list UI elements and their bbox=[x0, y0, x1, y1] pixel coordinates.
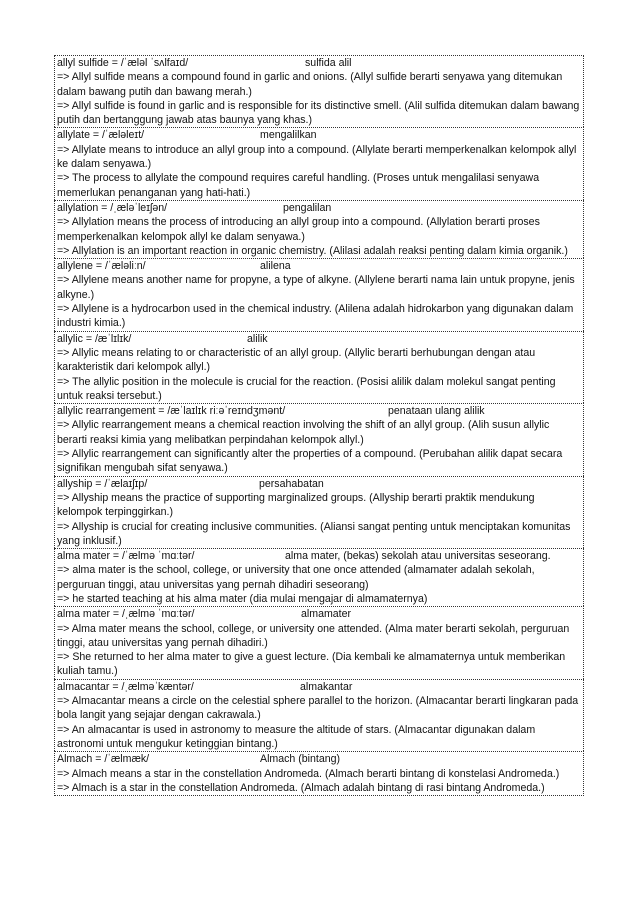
headword: allylation = /ˌæləˈleɪʃən/ bbox=[57, 201, 168, 214]
example-line: => Allyl sulfide is found in garlic and is responsible for its distinctive smell. (Alil sulfida ditemukan dalam bawang putih dan bertanggung jawab atas baunya yang khas.) bbox=[57, 99, 580, 127]
headword: allylic rearrangement = /æˈlaɪlɪk riːəˈreɪndʒmənt/ bbox=[57, 405, 286, 418]
translation: alilena bbox=[260, 260, 291, 273]
headword: almacantar = /ˌælməˈkæntər/ bbox=[57, 680, 194, 693]
entry-head bbox=[57, 607, 581, 621]
example-line: => Allylic rearrangement can significantly alter the properties of a compound. (Perubahan alilik dapat secara signifikan mengubah sifat senyawa.) bbox=[57, 448, 563, 475]
dictionary-page bbox=[54, 55, 584, 796]
example-line: => Allylene is a hydrocarbon used in the chemical industry. (Alilena adalah hidrokarbon yang digunakan dalam industri kimia.) bbox=[57, 303, 574, 330]
entry-head bbox=[57, 477, 581, 491]
example-line: => Allylation is an important reaction in organic chemistry. (Alilasi adalah reaksi penting dalam kimia organik.) bbox=[57, 244, 568, 257]
translation: almamater bbox=[301, 608, 352, 621]
example-line: => Allylation means the process of introducing an allyl group into a compound. (Allylation berarti proses memperkenalkan kelompok allyl ke dalam senyawa.) bbox=[57, 216, 540, 243]
entry-head bbox=[57, 128, 581, 142]
entry-allyship bbox=[54, 476, 584, 548]
entry-allyl-sulfide bbox=[54, 55, 584, 127]
entry-alma-mater-2 bbox=[54, 606, 584, 678]
headword: allylic = /æˈlɪlɪk/ bbox=[57, 332, 132, 345]
example-line: => Allyship means the practice of supporting marginalized groups. (Allyship berarti praktik mendukung kelompok terpinggirkan.) bbox=[57, 491, 535, 519]
translation: sulfida alil bbox=[305, 57, 352, 69]
entry-allylation bbox=[54, 200, 584, 258]
translation: Almach (bintang) bbox=[260, 753, 341, 766]
entry-head bbox=[57, 332, 581, 346]
entry-head bbox=[57, 752, 581, 766]
headword: alma mater = /ˈælmə ˈmɑːtər/ bbox=[57, 550, 195, 563]
example-line: => Allylic rearrangement means a chemical reaction involving the shift of an allyl group. (Alih susun allylic berarti reaksi kimia yang melibatkan perpindahan kelompok allyl.) bbox=[57, 419, 550, 446]
example-line: => The allylic position in the molecule is crucial for the reaction. (Posisi alilik dalam molekul sangat penting untuk reaksi tersebut.) bbox=[57, 375, 556, 402]
example-line: => Almach means a star in the constellation Andromeda. (Almach berarti bintang di konstelasi Andromeda.) bbox=[57, 767, 560, 780]
example-line: => The process to allylate the compound requires careful handling. (Proses untuk mengalilasi senyawa memerlukan penanganan yang hati-hati.) bbox=[57, 172, 540, 199]
example-line: => Almacantar means a circle on the celestial sphere parallel to the horizon. (Almacantar berarti lingkaran pada bola langit yang sejajar dengan cakrawala.) bbox=[57, 695, 579, 722]
entry-head bbox=[57, 404, 581, 418]
headword: Almach = /ˈælmæk/ bbox=[57, 753, 150, 766]
translation: pengalilan bbox=[283, 201, 332, 214]
entry-almacantar bbox=[54, 679, 584, 751]
example-line: => Allylene means another name for propyne, a type of alkyne. (Allylene berarti nama lain untuk propyne, jenis alkyne.) bbox=[57, 274, 575, 301]
translation: mengalilkan bbox=[260, 129, 317, 142]
headword: allylene = /ˈæləliːn/ bbox=[57, 260, 146, 273]
entry-head bbox=[57, 56, 581, 70]
entry-head bbox=[57, 680, 581, 694]
example-line: => Allyl sulfide means a compound found in garlic and onions. (Allyl sulfide berarti senyawa yang ditemukan dalam bawang putih dan bawang merah.) bbox=[57, 71, 563, 98]
example-line: => alma mater is the school, college, or university that one once attended (almamater adalah sekolah, perguruan tinggi, atau universitas yang pernah dihadiri seseorang) bbox=[57, 564, 535, 591]
translation: almakantar bbox=[300, 680, 353, 693]
example-line: => Allylate means to introduce an allyl group into a compound. (Allylate berarti memperkenalkan kelompok allyl ke dalam senyawa.) bbox=[57, 143, 577, 171]
headword: allyship = /ˈælaɪʃɪp/ bbox=[57, 477, 148, 490]
example-line: => he started teaching at his alma mater (dia mulai mengajar di almamaternya) bbox=[57, 592, 428, 605]
translation: alilik bbox=[247, 332, 268, 345]
entry-allylic bbox=[54, 331, 584, 403]
example-line: => She returned to her alma mater to give a guest lecture. (Dia kembali ke almamaternya untuk memberikan kuliah tamu.) bbox=[57, 651, 566, 678]
translation: persahabatan bbox=[259, 477, 324, 490]
example-line: => An almacantar is used in astronomy to measure the altitude of stars. (Almacantar digunakan dalam astronomi untuk mengukur ketinggian bintang.) bbox=[57, 723, 536, 750]
entry-allylic-rearrangement bbox=[54, 403, 584, 475]
example-line: => Allylic means relating to or characteristic of an allyl group. (Allylic berarti berhubungan dengan atau karakteristik dari kelompok allyl.) bbox=[57, 346, 536, 374]
entry-head bbox=[57, 201, 581, 215]
translation: alma mater, (bekas) sekolah atau universitas seseorang. bbox=[285, 550, 551, 563]
entry-almach bbox=[54, 751, 584, 796]
entry-head bbox=[57, 259, 581, 273]
entry-head bbox=[57, 549, 581, 563]
entry-alma-mater bbox=[54, 548, 584, 606]
entry-allylate bbox=[54, 127, 584, 199]
headword: alma mater = /ˌælmə ˈmɑːtər/ bbox=[57, 608, 195, 621]
translation: penataan ulang alilik bbox=[388, 405, 485, 418]
example-line: => Alma mater means the school, college, or university one attended. (Alma mater berarti sekolah, perguruan tinggi, atau universitas yang pernah dihadiri.) bbox=[57, 622, 570, 649]
example-line: => Almach is a star in the constellation Andromeda. (Almach adalah bintang di rasi bintang Andromeda.) bbox=[57, 781, 545, 794]
example-line: => Allyship is crucial for creating inclusive communities. (Aliansi sangat penting untuk menciptakan komunitas yang inklusif.) bbox=[57, 520, 571, 547]
entry-allylene bbox=[54, 258, 584, 330]
headword: allyl sulfide = /ˈæləl ˈsʌlfaɪd/ bbox=[57, 57, 189, 69]
headword: allylate = /ˈæləleɪt/ bbox=[57, 129, 145, 142]
